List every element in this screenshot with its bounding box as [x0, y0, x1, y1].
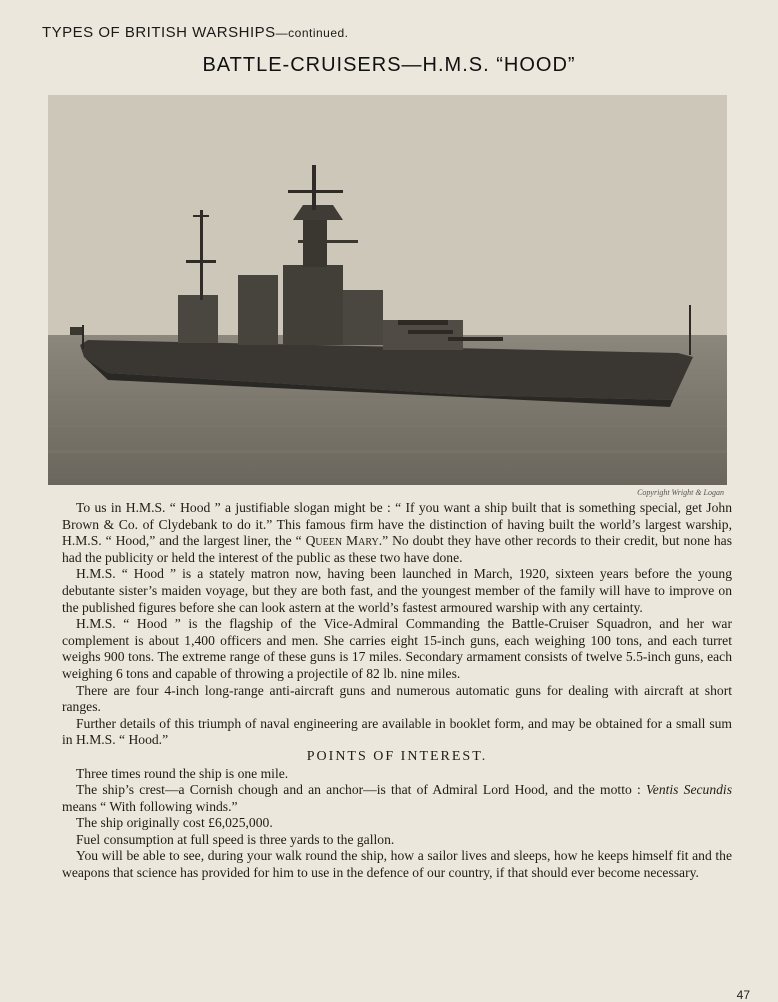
paragraph-5: Further details of this triumph of naval engineering are available in booklet form, and may be obtained for a small sum in H.M.S. “ Hood.” [62, 715, 732, 748]
running-head-main: TYPES OF BRITISH WARSHIPS [42, 24, 276, 41]
motto: Ventis Secundis [645, 782, 732, 798]
point-2-text-b: means “ With following winds.” [62, 798, 238, 814]
page-number: 47 [736, 988, 750, 1002]
points-of-interest-list [62, 766, 732, 882]
point-5: You will be able to see, during your walk round the ship, how a sailor lives and sleeps, how he keeps himself fit and the weapons that science has provided for him to use in the defence of our country, if that should ever become necessary. [62, 848, 732, 881]
running-head-suffix: —continued. [275, 26, 349, 40]
paragraph-1-text-b: .” No doubt they have other records to their credit, but none has had the publicity or held the interest of the public as these two have done. [62, 533, 732, 565]
point-1: Three times round the ship is one mile. [76, 765, 289, 781]
warship-photo-illustration [48, 95, 727, 485]
warship-photograph [48, 95, 727, 485]
point-4: Fuel consumption at full speed is three yards to the gallon. [76, 831, 395, 847]
page-title: BATTLE-CRUISERS—H.M.S. “HOOD” [202, 54, 576, 76]
photo-credit: Copyright Wright & Logan [637, 488, 724, 497]
paragraph-4: There are four 4-inch long-range anti-aircraft guns and numerous automatic guns for dealing with aircraft at short ranges. [62, 682, 732, 715]
running-head [42, 24, 349, 41]
point-2 [62, 782, 732, 815]
paragraph-1 [62, 500, 732, 566]
article-body [62, 500, 732, 882]
paragraph-2: H.M.S. “ Hood ” is a stately matron now, having been launched in March, 1920, sixteen years before the young debutante sister’s maiden voyage, but they are both fast, and the youngest member of the family will have to improve on the published figures before she can look astern at the world’s fastest armoured warship with any certainty. [62, 566, 732, 615]
points-of-interest-heading: POINTS OF INTEREST. [306, 748, 488, 764]
point-2-text-a: The ship’s crest—a Cornish chough and an anchor—is that of Admiral Lord Hood, and the motto : [76, 782, 646, 798]
queen-mary-name: Queen Mary [305, 533, 379, 549]
paragraph-3: H.M.S. “ Hood ” is the flagship of the Vice-Admiral Commanding the Battle-Cruiser Squadron, and her war complement is about 1,400 officers and men. She carries eight 15-inch guns, each weighing 100 tons, and each turret weighs 900 tons. The extreme range of these guns is 17 miles. Secondary armament consists of twelve 5.5-inch guns, each weighing 6 tons and capable of throwing a projectile of 82 lb. nine miles. [62, 616, 732, 681]
point-3: The ship originally cost £6,025,000. [76, 815, 273, 831]
paragraph-1-text-a: To us in H.M.S. “ Hood ” a justifiable slogan might be : “ If you want a ship built that is something special, get John Brown & Co. of Clydebank to do it.” This famous firm have the distinction of having built the world’s largest warship, H.M.S. “ Hood,” and the largest liner, the “ [62, 500, 732, 549]
